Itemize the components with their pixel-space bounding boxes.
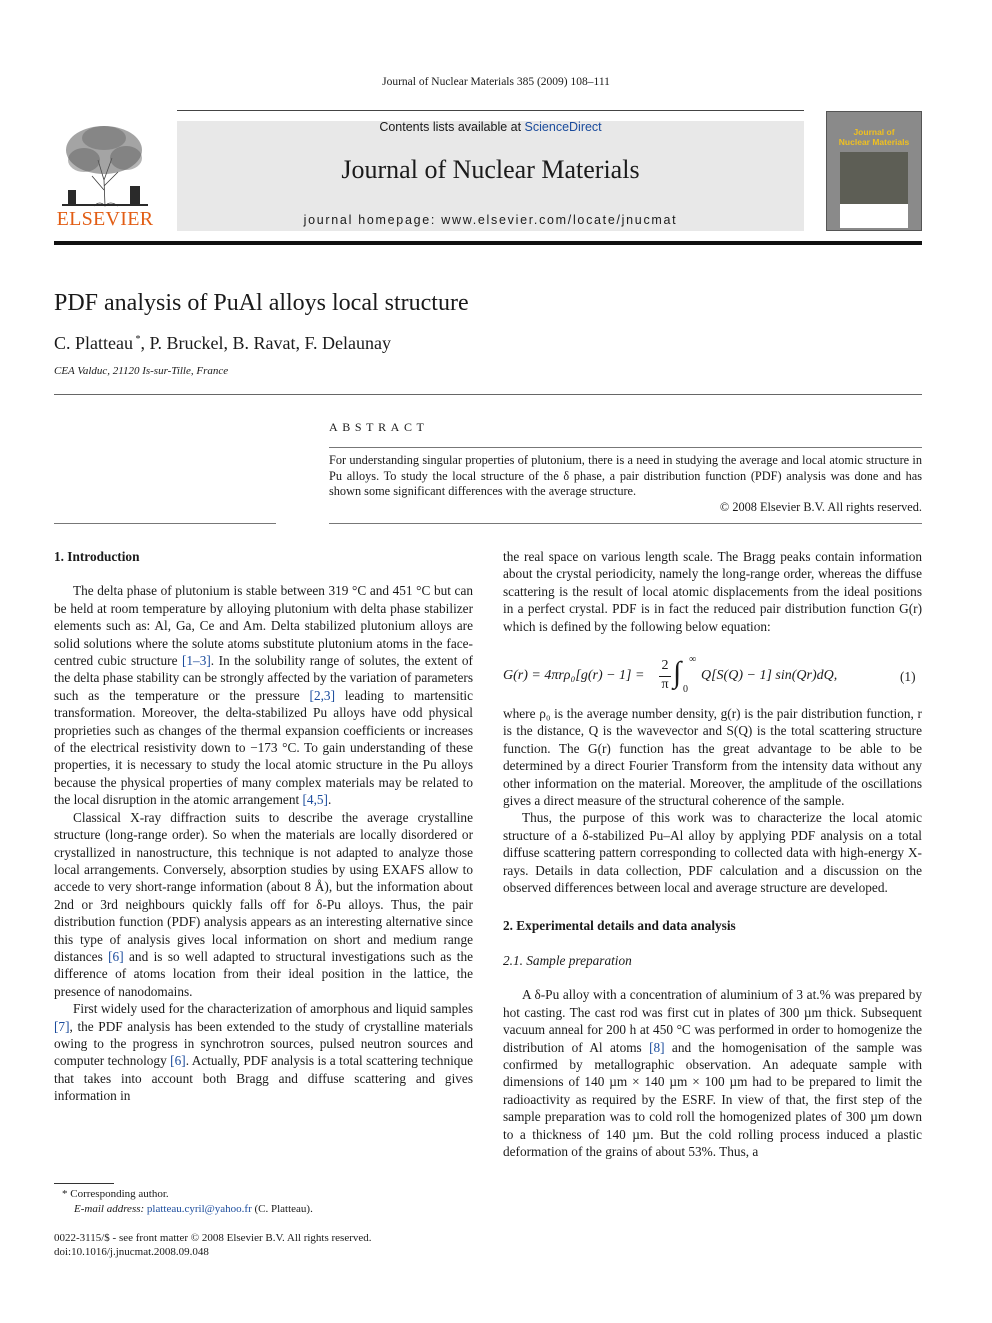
p4-text-a: A δ-Pu alloy with a concentration of aluminium of 3 at.% was prepared by hot casting. The cast rod was first cut in plates of 300 µm thick. Subsequent vacuum anneal for 200 h at 450 °C was performed in order to homogenize the distribution of Al atoms	[503, 987, 922, 1055]
p1-text-d: .	[327, 792, 332, 808]
equation-1	[503, 654, 922, 696]
equation-number: (1)	[900, 669, 916, 684]
ref-link-4-5[interactable]: [4,5]	[302, 792, 328, 808]
equation-right-side: Q[S(Q) − 1] sin(Qr)dQ,	[701, 668, 838, 683]
abstract-copyright: © 2008 Elsevier B.V. All rights reserved.	[719, 500, 922, 514]
intro-paragraph-2	[54, 809, 473, 1000]
p3-text-b: , the PDF analysis has been extended to the study of crystalline materials owing to the progress in synchrotron sources, pulsed neutron sources and computer technology	[54, 1018, 473, 1069]
header-rule	[177, 110, 804, 111]
abstract-bottom-rule	[329, 523, 922, 524]
subsection-2-1-heading: 2.1. Sample preparation	[503, 952, 632, 968]
email-label: E-mail address:	[74, 1203, 147, 1215]
email-link[interactable]: platteau.cyril@yahoo.fr	[146, 1203, 252, 1215]
left-column-rule	[54, 523, 276, 524]
section-1-heading: 1. Introduction	[54, 549, 140, 564]
right-column-bottom	[503, 705, 922, 1160]
p1-text-b: . In the solubility range of solutes, the extent of the delta phase stability can be strongly affected by the variation of parameters such as the temperature or the pressure	[54, 653, 473, 703]
cover-title-line1: Journal of	[853, 127, 895, 137]
ref-link-2-3[interactable]: [2,3]	[309, 687, 335, 703]
article-title: PDF analysis of PuAl alloys local structure	[54, 290, 469, 316]
cover-bottom-panel	[840, 204, 908, 228]
footnote-corresponding: * Corresponding author.	[62, 1188, 169, 1200]
abstract-heading: ABSTRACT	[329, 420, 429, 434]
equation-fraction-numerator: 2	[661, 658, 669, 673]
footnote-email	[74, 1202, 313, 1217]
right-paragraph-4	[503, 986, 922, 1160]
equation-left-side: G(r) = 4πrρ₀[g(r) − 1] =	[503, 668, 645, 683]
right-paragraph-2: where ρ₀ is the average number density, g(r) is the pair distribution function, r is the distance, Q is the wavevector and S(Q) is the total scattering structure function. The G(r) function has the great advantage to be able to be determined by a direct Fourier Transform from the intensity data without any other information on the material. Moreover, the amplitude of the oscillations gives a direct measure of the structural coherence of the sample.	[503, 706, 922, 809]
footer-doi[interactable]: doi:10.1016/j.jnucmat.2008.09.048	[54, 1246, 209, 1258]
cover-image	[840, 152, 908, 204]
affiliation: CEA Valduc, 21120 Is-sur-Tille, France	[54, 365, 229, 377]
contents-line	[177, 120, 804, 134]
sciencedirect-link[interactable]: ScienceDirect	[524, 120, 602, 134]
p2-text-b: and is so well adapted to structural investigations such as the difference of atoms location from their ideal position in the lattice, the presence of nanodomains.	[54, 948, 473, 999]
p3-text-c: . Actually, PDF analysis is a total scattering technique that takes into account both Bragg and diffuse scattering and gives information in	[54, 1053, 473, 1104]
left-column	[54, 548, 473, 1105]
journal-homepage[interactable]: journal homepage: www.elsevier.com/locate/jnucmat	[303, 213, 678, 227]
journal-title: Journal of Nuclear Materials	[341, 155, 640, 184]
ref-link-6b[interactable]: [6]	[170, 1053, 186, 1069]
section-2-heading: 2. Experimental details and data analysis	[503, 918, 736, 934]
publisher-wordmark: ELSEVIER	[56, 208, 154, 230]
intro-paragraph-3	[54, 1000, 473, 1104]
corresponding-author-mark[interactable]: *	[133, 334, 141, 345]
email-suffix: (C. Platteau).	[251, 1203, 313, 1215]
header-thick-rule	[54, 241, 922, 245]
author-list	[54, 333, 391, 354]
journal-cover-thumbnail	[826, 111, 922, 231]
p2-text-a: Classical X-ray diffraction suits to describe the average crystalline structure (long-range order). So when the materials are locally disordered or crystallized in nanostructure, this technique is not adapted to analyze those local arrangements. Conversely, absorption studies by using EXAFS allow to accede to very short-range information (about 8 Å), but the information about 2nd or 3rd neighbours quickly falls off for δ-Pu alloys. Thus, the pair distribution function (PDF) analysis appears as an interesting alternative since this type of analysis gives local information on short and medium range distances	[54, 809, 473, 964]
equation-fraction-denominator: π	[661, 677, 669, 692]
authors-rule	[54, 394, 922, 395]
integral-sign-icon: ∫	[673, 656, 682, 689]
cover-title	[827, 127, 921, 147]
author-first: C. Platteau	[54, 333, 133, 353]
intro-paragraph-1	[54, 582, 473, 808]
right-paragraph-1: the real space on various length scale. The Bragg peaks contain information about the crystal periodicity, namely the long-range order, whereas the diffuse scattering is the result of local atomic displacements from the ideal positions in a perfect crystal. PDF is in fact the reduced pair distribution function G(r) which is defined by the following below equation:	[503, 549, 922, 634]
integral-upper-limit: ∞	[689, 654, 697, 665]
abstract-rule	[329, 447, 922, 448]
abstract-text: For understanding singular properties of plutonium, there is a need in studying the average and local atomic structure in Pu alloys. To study the local structure of the δ phase, a pair distribution function (PDF) analysis was done and has shown some significant differences with the average structure.	[329, 453, 922, 499]
journal-reference: Journal of Nuclear Materials 385 (2009) 108–111	[382, 76, 610, 88]
footer-issn: 0022-3115/$ - see front matter © 2008 Elsevier B.V. All rights reserved.	[54, 1232, 372, 1244]
ref-link-8[interactable]: [8]	[649, 1039, 665, 1055]
p1-text-a: The delta phase of plutonium is stable between 319 °C and 451 °C but can be held at room temperature by alloying plutonium with delta phase stabilizer elements such as: Al, Ga, Ce and Am. Delta stabilized plutonium alloys are solid solutions where the solute atoms substitute plutonium atoms in the face-centred cubic structure	[54, 583, 473, 669]
ref-link-6a[interactable]: [6]	[108, 948, 124, 964]
footnote-rule	[54, 1183, 114, 1184]
authors-rest: , P. Bruckel, B. Ravat, F. Delaunay	[140, 333, 392, 353]
right-paragraph-3: Thus, the purpose of this work was to characterize the local atomic structure of a δ-stabilized Pu–Al alloy by applying PDF analysis on a total diffuse scattering pattern corresponding to collected data with high-energy X-rays. Details in data collection, PDF calculation and a discussion on the observed differences between local and average structure are developed.	[503, 810, 922, 896]
cover-title-line2: Nuclear Materials	[838, 137, 910, 147]
ref-link-1-3[interactable]: [1–3]	[181, 653, 211, 669]
p1-text-c: leading to martensitic transformation. Moreover, the delta-stabilized Pu alloys have odd physical proprieties such as changes of the thermal expansion coefficients or increases of the electrical resistivity down to −173 °C. To gain understanding of these properties, it is necessary to study the local atomic structure in the Pu alloys because the physical properties of many complex materials may be related to the local disruption in the atomic arrangement	[54, 687, 473, 808]
p3-text-a: First widely used for the characterization of amorphous and liquid samples	[73, 1001, 473, 1017]
ref-link-7[interactable]: [7]	[54, 1018, 70, 1034]
contents-prefix: Contents lists available at	[379, 120, 525, 134]
integral-lower-limit: 0	[683, 684, 688, 695]
right-column-top	[503, 548, 922, 635]
p4-text-b: and the homogenisation of the sample was confirmed by metallographic observation. An adequate sample with dimensions of 140 µm × 140 µm × 100 µm had to be prepared to limit the radioactivity as required by the ESRF. In view of that, the first step of the sample preparation was to cold roll the homogenized plates of 300 µm down to a thickness of 140 µm. But the cold rolling process induced a plastic deformation of the grains of about 53%. Thus, a	[503, 1039, 923, 1159]
